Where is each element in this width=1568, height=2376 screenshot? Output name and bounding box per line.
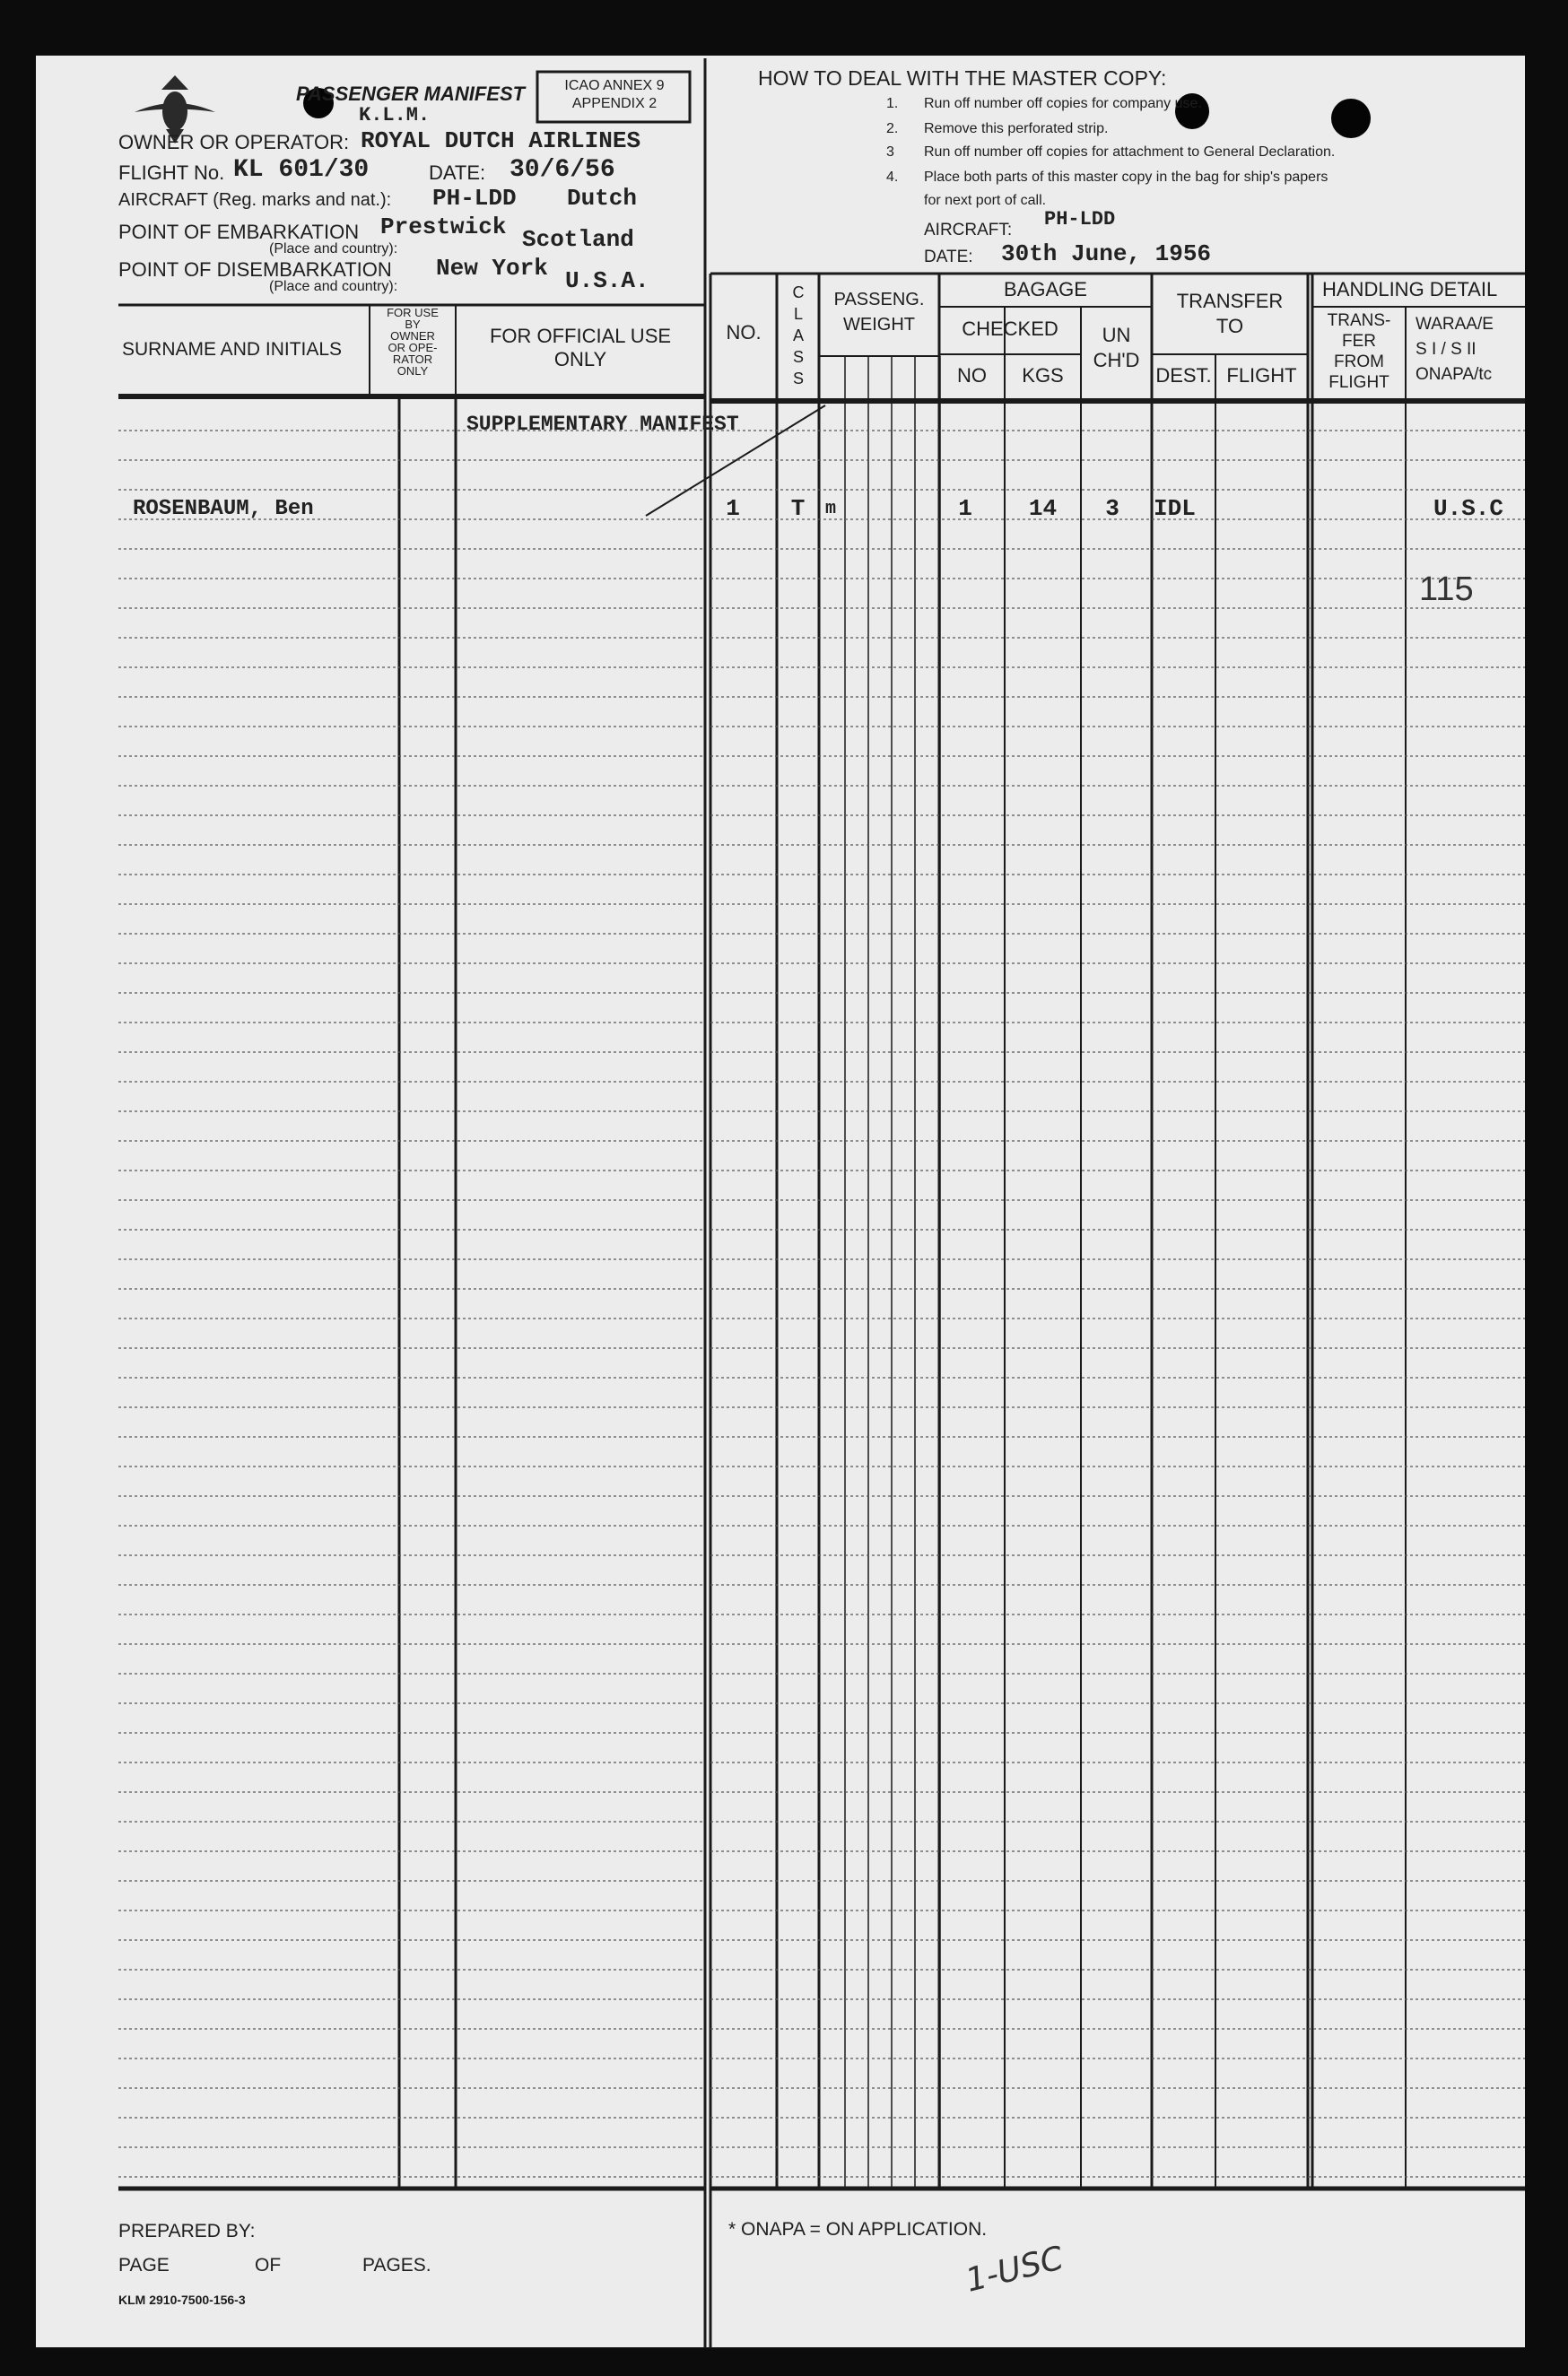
aircraft-label: AIRCRAFT (Reg. marks and nat.): bbox=[118, 190, 392, 210]
col-official: FOR OFFICIAL USE ONLY bbox=[489, 325, 672, 370]
disembark-sub: (Place and country): bbox=[269, 279, 398, 294]
col-dest: DEST. bbox=[1155, 364, 1212, 387]
col-waraa: WARAA/E S I / S II ONAPA/tc bbox=[1416, 315, 1494, 384]
instruction-4-cont: for next port of call. bbox=[924, 193, 1047, 208]
embark-sub: (Place and country): bbox=[269, 241, 398, 257]
instruction-4: Place both parts of this master copy in the bag for ship's papers bbox=[924, 170, 1328, 185]
disembark-label: POINT OF DISEMBARKATION bbox=[118, 258, 392, 281]
date-value: 30/6/56 bbox=[510, 156, 615, 184]
disembark-place: New York bbox=[436, 255, 548, 282]
instruction-2: Remove this perforated strip. bbox=[924, 121, 1109, 136]
onapa-note: * ONAPA = ON APPLICATION. bbox=[728, 2219, 988, 2240]
ink-blot bbox=[1331, 99, 1371, 138]
col-transfer: TRANSFER TO bbox=[1176, 290, 1284, 337]
date-label: DATE: bbox=[429, 161, 486, 184]
passenger-class: T bbox=[790, 495, 806, 522]
aircraft-label-2: AIRCRAFT: bbox=[924, 221, 1013, 239]
passenger-name: ROSENBAUM, Ben bbox=[133, 497, 314, 521]
col-surname: SURNAME AND INITIALS bbox=[122, 339, 343, 360]
instructions-heading: HOW TO DEAL WITH THE MASTER COPY: bbox=[758, 66, 1167, 90]
bag-no: 1 bbox=[958, 495, 972, 522]
instruction-num-3: 3 bbox=[886, 144, 894, 160]
of-label: OF bbox=[255, 2255, 282, 2276]
instruction-num-1: 1. bbox=[886, 96, 899, 111]
bag-unchecked: 3 bbox=[1105, 495, 1119, 522]
col-handling: HANDLING DETAIL bbox=[1322, 278, 1498, 300]
flight-value: KL 601/30 bbox=[233, 156, 370, 184]
owner-label: OWNER OR OPERATOR: bbox=[118, 131, 350, 153]
col-no: NO. bbox=[726, 321, 762, 344]
col-checked: CHECKED bbox=[962, 318, 1058, 340]
handwritten-number: 115 bbox=[1419, 570, 1474, 608]
instruction-num-2: 2. bbox=[886, 121, 899, 136]
flight-label: FLIGHT No. bbox=[118, 161, 225, 184]
disembark-country: U.S.A. bbox=[565, 267, 649, 294]
form-title: PASSENGER MANIFEST bbox=[296, 83, 526, 105]
handling-value: U.S.C bbox=[1433, 495, 1504, 522]
embark-place: Prestwick bbox=[380, 213, 507, 240]
col-for-use: FOR USE BY OWNER OR OPE- RATOR ONLY bbox=[387, 306, 439, 378]
date-label-2: DATE: bbox=[924, 248, 973, 266]
col-bagage: BAGAGE bbox=[1004, 278, 1087, 300]
form-code: KLM 2910-7500-156-3 bbox=[118, 2293, 246, 2307]
passenger-weight: m bbox=[825, 499, 837, 519]
instruction-1: Run off number off copies for company use. bbox=[924, 96, 1202, 111]
bag-kgs: 14 bbox=[1028, 495, 1058, 522]
pages-label: PAGES. bbox=[362, 2255, 431, 2276]
col-kgs: KGS bbox=[1022, 364, 1064, 387]
icao-ref-2: APPENDIX 2 bbox=[571, 96, 658, 111]
embark-label: POINT OF EMBARKATION bbox=[118, 221, 360, 243]
supplementary-stamp: SUPPLEMENTARY MANIFEST bbox=[466, 413, 739, 436]
prepared-by: PREPARED BY: bbox=[118, 2221, 256, 2241]
icao-ref-1: ICAO ANNEX 9 bbox=[564, 78, 665, 93]
aircraft-nat: Dutch bbox=[567, 185, 638, 212]
page-label: PAGE bbox=[118, 2255, 170, 2276]
transfer-dest: IDL bbox=[1154, 495, 1196, 522]
operator-abbr: K.L.M. bbox=[359, 104, 431, 126]
operator-value: ROYAL DUTCH AIRLINES bbox=[361, 127, 641, 154]
col-passeng-weight: PASSENG. WEIGHT bbox=[833, 290, 925, 335]
aircraft-reg: PH-LDD bbox=[432, 185, 517, 212]
embark-country: Scotland bbox=[522, 226, 634, 253]
col-class: C L A S S bbox=[792, 283, 805, 387]
instruction-num-4: 4. bbox=[886, 170, 899, 185]
col-flight: FLIGHT bbox=[1226, 364, 1297, 387]
col-transfer-from: TRANS- FER FROM FLIGHT bbox=[1327, 311, 1391, 392]
date-value-2: 30th June, 1956 bbox=[1001, 240, 1212, 267]
passenger-no: 1 bbox=[726, 495, 740, 522]
col-unchecked: UN CH'D bbox=[1093, 324, 1140, 371]
instruction-3: Run off number off copies for attachment to General Declaration. bbox=[924, 144, 1336, 160]
handwritten-annotation: 1-USC bbox=[962, 2240, 1067, 2300]
col-bag-no: NO bbox=[957, 364, 987, 387]
aircraft-value-2: PH-LDD bbox=[1044, 208, 1116, 231]
